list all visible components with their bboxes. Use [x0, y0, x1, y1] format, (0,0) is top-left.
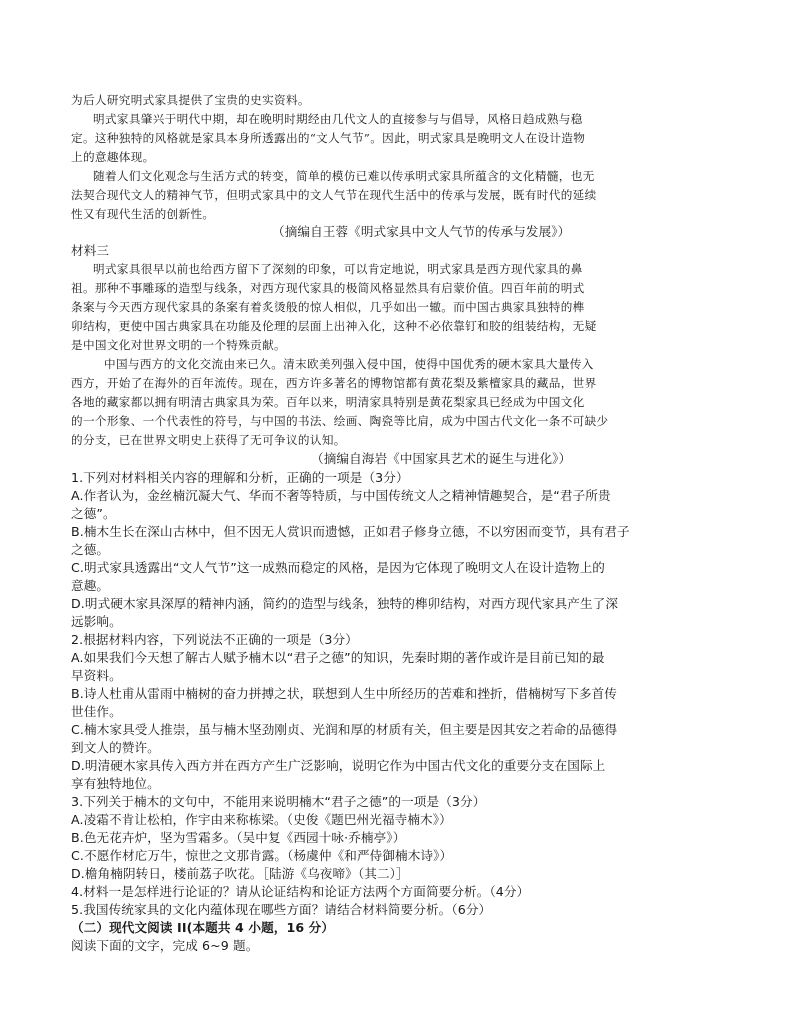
- material2-line-6: 法契合现代文人的精神气节，但明式家具中的文人气节在现代生活中的传承与发展，既有时代的延续: [71, 188, 597, 202]
- material3-line-3: 条案与今天西方现代家具的条案有着炙烫般的惊人相似，几乎如出一辙。而中国古典家具独特的榫: [71, 300, 585, 314]
- question-5-stem: 5.我国传统家具的文化内蕴体现在哪些方面？请结合材料简要分析。（6分）: [71, 902, 492, 917]
- material3-line-8: 各地的藏家都以拥有明清古典家具为荣。百年以来，明清家具特别是黄花梨家具已经成为中国文化: [71, 395, 585, 409]
- q2-option-b-line-1: B.诗人杜甫从雷雨中楠树的奋力拼搏之状，联想到人生中所经历的苦难和挫折，借楠树写下多首传: [71, 686, 617, 701]
- q1-option-b-line-1: B.楠木生长在深山古林中，但不因无人赏识而遗憾，正如君子修身立德，不以穷困而变节，具有君子: [71, 524, 630, 539]
- material3-line-9: 的一个形象、一个代表性的符号，与中国的书法、绘画、陶瓷等比肩，成为中国古代文化一条不可缺少: [71, 414, 609, 428]
- material2-line-5: 随着人们文化观念与生活方式的转变，简单的模仿已难以传承明式家具所蕴含的文化精髓，也无: [93, 169, 595, 183]
- question-4-stem: 4.材料一是怎样进行论证的？请从论证结构和论证方法两个方面简要分析。（4分）: [71, 884, 530, 899]
- q3-option-a: A.凌霜不肯让松柏，作宇由来称栋梁。（史俊《题巴州光福寺楠木》）: [71, 812, 452, 827]
- material2-line-4: 上的意趣体现。: [71, 150, 155, 164]
- material2-line-1: 为后人研究明式家具提供了宝贵的史实资料。: [71, 93, 310, 107]
- q2-option-b-line-2: 世佳作。: [71, 704, 122, 719]
- q1-option-d-line-1: D.明式硬木家具深厚的精神内涵，简约的造型与线条，独特的榫卯结构，对西方现代家具产生了深: [71, 596, 619, 611]
- q1-option-c-line-2: 意趣。: [71, 578, 110, 593]
- material3-line-5: 是中国文化对世界文明的一个特殊贡献。: [71, 338, 286, 352]
- q1-option-c-line-1: C.明式家具透露出“文人气节”这一成熟而稳定的风格，是因为它体现了晚明文人在设计造物上的: [71, 560, 605, 575]
- material2-source: （摘编自王蓉《明式家具中文人气节的传承与发展》）: [272, 224, 571, 239]
- material3-source: （摘编自海岩《中国家具艺术的诞生与进化》）: [311, 451, 572, 466]
- material3-line-7: 西方，开始了在海外的百年流传。现在，西方许多著名的博物馆都有黄花梨及紫檀家具的藏品，世界: [71, 376, 597, 390]
- q1-option-a-line-2: 之德”。: [71, 506, 116, 521]
- q2-option-a-line-2: 早资料。: [71, 668, 122, 683]
- material3-line-10: 的分支，已在世界文明史上获得了无可争议的认知。: [71, 433, 346, 447]
- section-instruction: 阅读下面的文字，完成 6~9 题。: [71, 938, 259, 953]
- question-1-stem: 1.下列对材料相关内容的理解和分析，正确的一项是（3分）: [71, 470, 409, 485]
- material2-line-7: 性又有现代生活的创新性。: [71, 207, 215, 221]
- q2-option-d-line-2: 享有独特地位。: [71, 776, 160, 791]
- material3-line-1: 明式家具很早以前也给西方留下了深刻的印象，可以肯定地说，明式家具是西方现代家具的鼻: [93, 262, 583, 276]
- material2-line-2: 明式家具肇兴于明代中期，却在晚明时期经由几代文人的直接参与与倡导，风格日趋成熟与稳: [93, 112, 583, 126]
- material3-line-6: 中国与西方的文化交流由来已久。清末欧美列强入侵中国，使得中国优秀的硬木家具大量传入: [104, 357, 594, 371]
- material3-line-4: 卯结构，更使中国古典家具在功能及伦理的层面上出神入化，这种不必依靠钉和胶的组装结构，无疑: [71, 319, 597, 333]
- q3-option-b: B.色无花卉炉，坚为雪霜多。（吴中复《西园十咏·乔楠亭》）: [71, 830, 406, 845]
- material2-line-3: 定。这种独特的风格就是家具本身所透露出的“文人气节”。因此，明式家具是晚明文人在设计造物: [71, 131, 586, 145]
- q1-option-d-line-2: 远影响。: [71, 614, 122, 629]
- q2-option-c-line-1: C.楠木家具受人推崇，虽与楠木坚劲刚贞、光润和厚的材质有关，但主要是因其安之若命的品德得: [71, 722, 618, 737]
- q2-option-d-line-1: D.明清硬木家具传入西方并在西方产生广泛影响，说明它作为中国古代文化的重要分支在国际上: [71, 758, 606, 773]
- q3-option-d: D.檐角楠阴转日，楼前荔子吹花。［陆游《乌夜啼》（其二）］: [71, 866, 409, 881]
- question-2-stem: 2.根据材料内容，下列说法不正确的一项是（3分）: [71, 632, 358, 647]
- q2-option-c-line-2: 到文人的赞许。: [71, 740, 160, 755]
- material3-line-2: 祖。那种不事雕琢的造型与线条，对西方现代家具的极简风格显然具有启蒙价值。四百年前的明式: [71, 281, 585, 295]
- section-title: （二）现代文阅读 II(本题共 4 小题，16 分）: [71, 920, 335, 935]
- q1-option-a-line-1: A.作者认为，金丝楠沉凝大气、华而不奢等特质，与中国传统文人之精神情趣契合，是“君子所贵: [71, 488, 611, 503]
- material3-heading: 材料三: [71, 243, 110, 258]
- q2-option-a-line-1: A.如果我们今天想了解古人赋予楠木以“君子之德”的知识，先秦时期的著作或许是目前已知的最: [71, 650, 605, 665]
- question-3-stem: 3.下列关于楠木的文句中，不能用来说明楠木“君子之德”的一项是（3分）: [71, 794, 486, 809]
- q3-option-c: C.不愿作材庀万牛，惊世之文那肯露。（杨虞仲《和严侍御楠木诗》）: [71, 848, 453, 863]
- q1-option-b-line-2: 之德。: [71, 542, 110, 557]
